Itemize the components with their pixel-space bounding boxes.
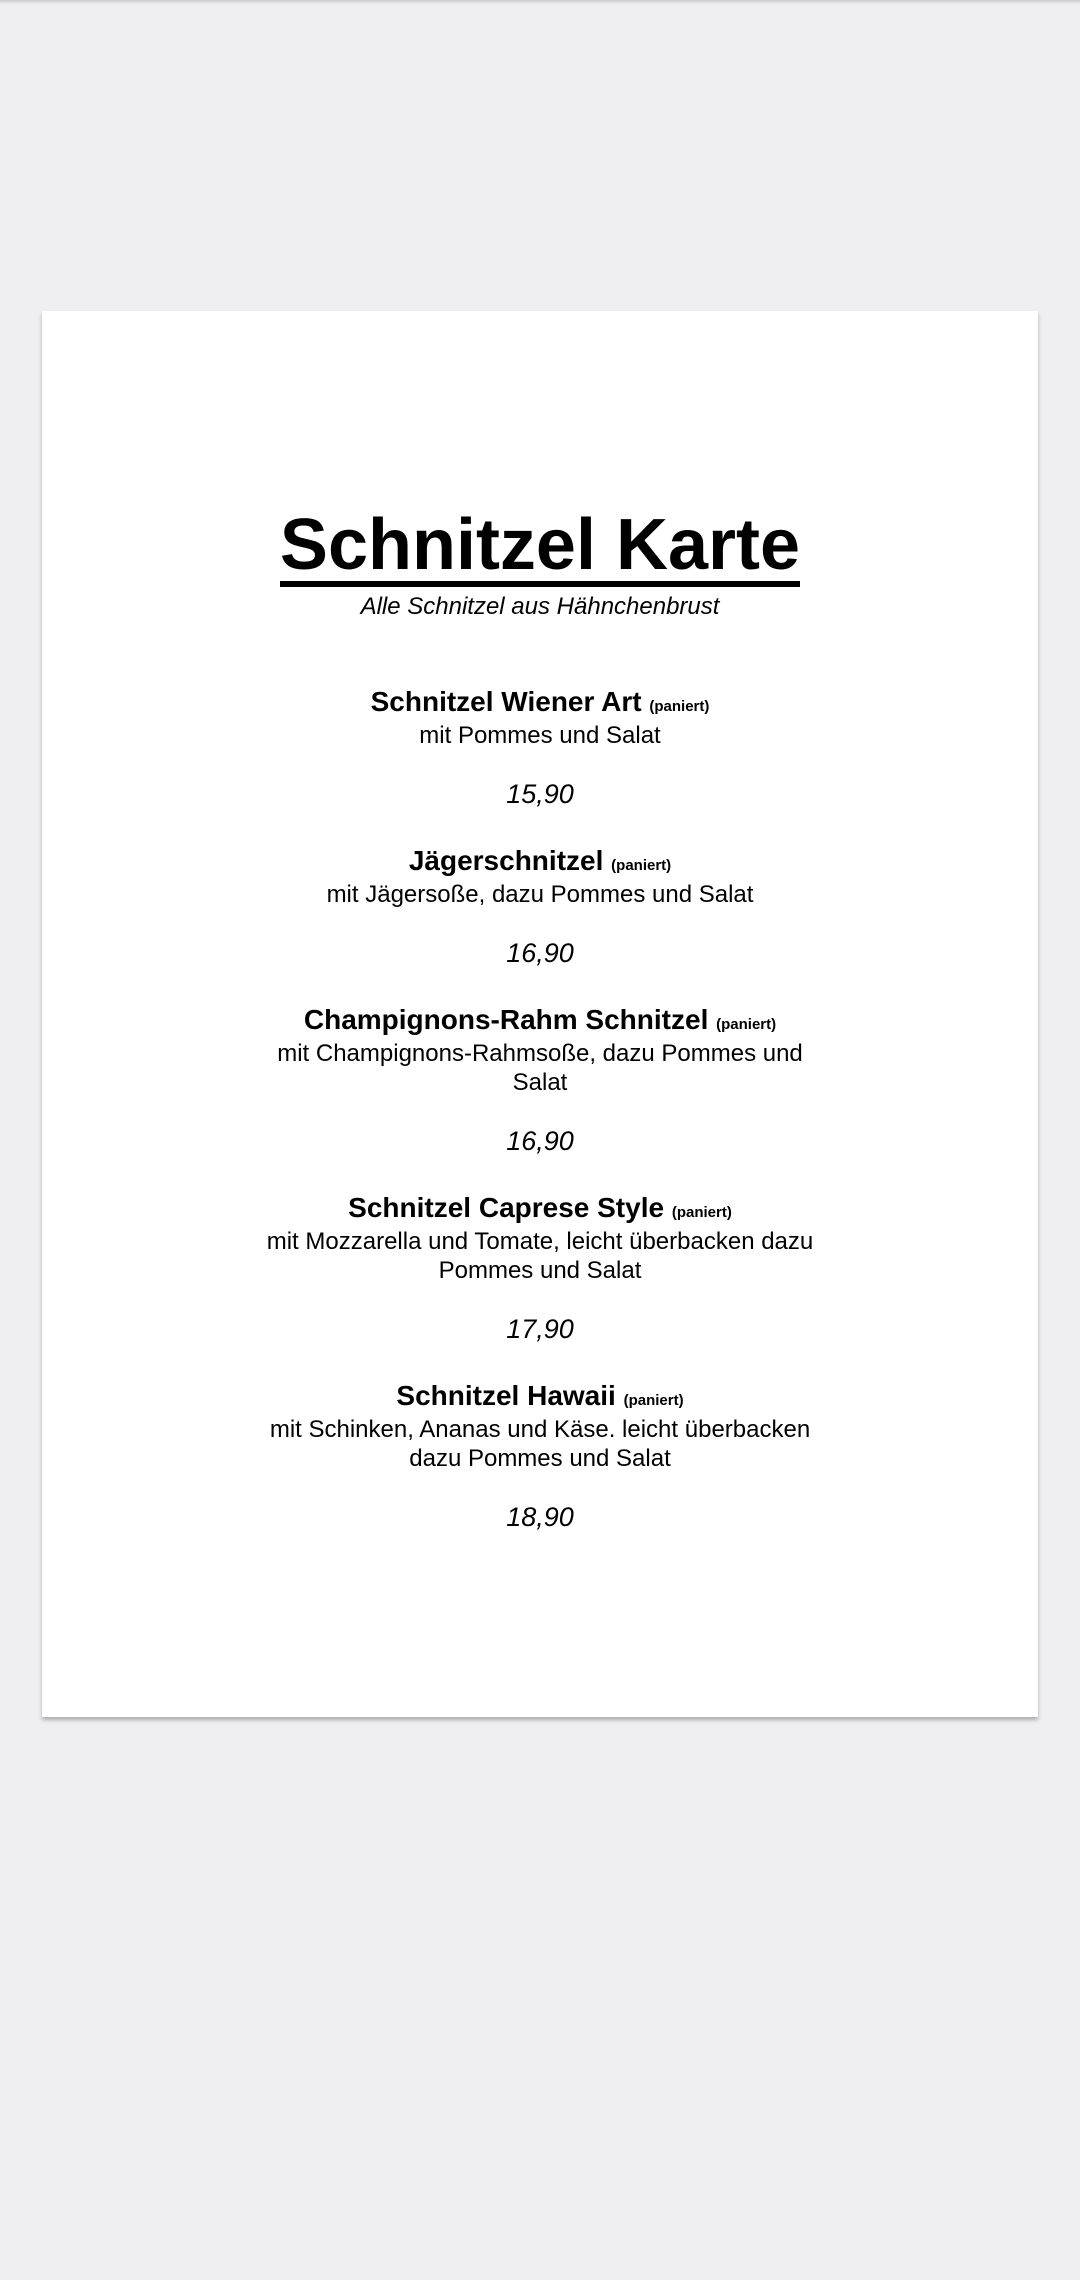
top-toolbar-shadow bbox=[0, 0, 1080, 4]
menu-item-price: 17,90 bbox=[506, 1314, 574, 1344]
menu-item-title bbox=[260, 1381, 820, 1415]
document-page[interactable] bbox=[42, 311, 1038, 1717]
menu-item-note: (paniert) bbox=[623, 1392, 684, 1409]
menu-item-price: 18,90 bbox=[506, 1502, 574, 1532]
menu-item-name: Schnitzel Caprese Style bbox=[348, 1192, 665, 1223]
menu-item bbox=[260, 846, 820, 968]
menu-item bbox=[260, 1381, 820, 1532]
menu-item bbox=[260, 687, 820, 809]
menu-item-note: (paniert) bbox=[649, 698, 710, 715]
menu-item-title bbox=[260, 846, 820, 880]
menu-list bbox=[42, 687, 1038, 1569]
menu-item-name: Champignons-Rahm Schnitzel bbox=[303, 1004, 709, 1035]
menu-item-description: mit Schinken, Ananas und Käse. leicht überbacken dazu Pommes und Salat bbox=[269, 1416, 811, 1472]
menu-item-description: mit Pommes und Salat bbox=[419, 722, 661, 749]
page-title bbox=[42, 505, 1038, 587]
menu-item-description: mit Champignons-Rahmsoße, dazu Pommes und Salat bbox=[277, 1040, 803, 1096]
menu-item-description: mit Mozzarella und Tomate, leicht überbacken dazu Pommes und Salat bbox=[266, 1228, 814, 1284]
menu-item-name: Schnitzel Hawaii bbox=[396, 1380, 616, 1411]
menu-item-title bbox=[260, 1005, 820, 1039]
menu-item-description: mit Jägersoße, dazu Pommes und Salat bbox=[326, 881, 754, 908]
menu-item-note: (paniert) bbox=[671, 1204, 732, 1221]
menu-item bbox=[260, 1193, 820, 1344]
menu-item-note: (paniert) bbox=[716, 1016, 777, 1033]
menu-item bbox=[260, 1005, 820, 1156]
page-title-text: Schnitzel Karte bbox=[279, 505, 801, 585]
menu-item-title bbox=[260, 1193, 820, 1227]
menu-item-price: 16,90 bbox=[506, 938, 574, 968]
page-subtitle: Alle Schnitzel aus Hähnchenbrust bbox=[360, 593, 720, 620]
menu-item-price: 15,90 bbox=[506, 779, 574, 809]
menu-item-note: (paniert) bbox=[611, 857, 672, 874]
menu-item-price: 16,90 bbox=[506, 1126, 574, 1156]
menu-item-name: Jägerschnitzel bbox=[408, 845, 604, 876]
menu-item-name: Schnitzel Wiener Art bbox=[370, 686, 642, 717]
menu-item-title bbox=[260, 687, 820, 721]
